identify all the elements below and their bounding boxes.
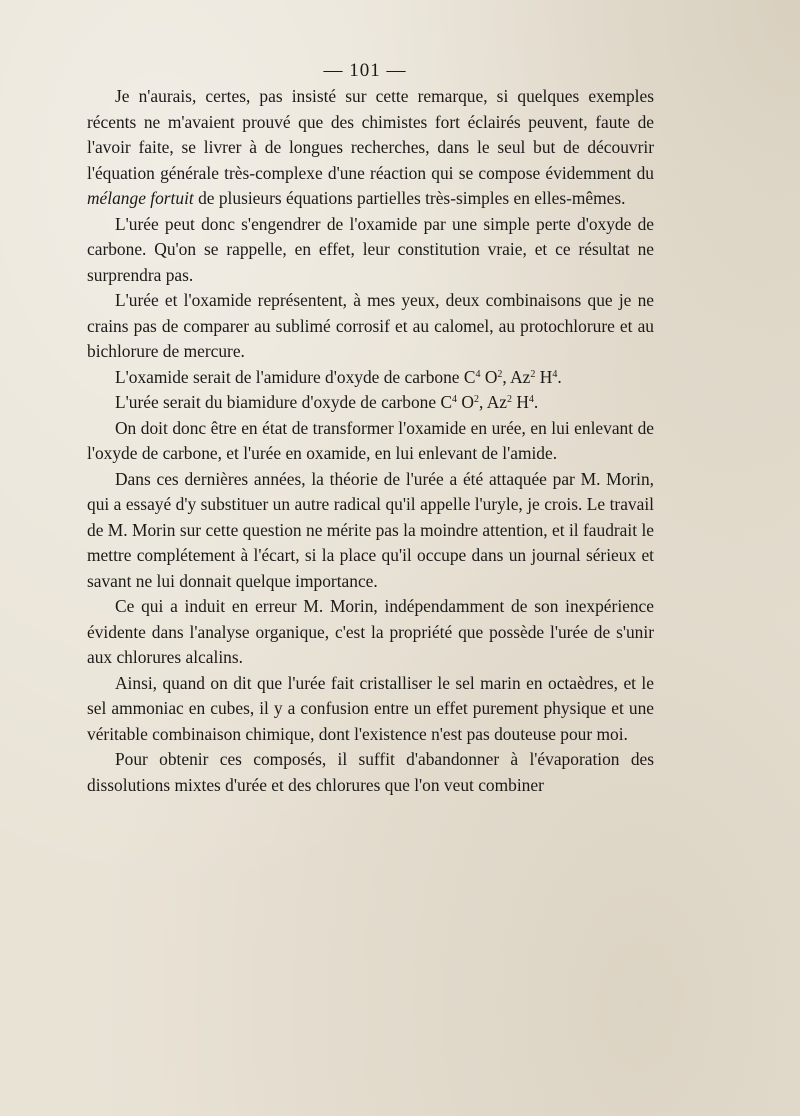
text-segment: On doit donc être en état de transformer l'oxamide en urée, en lui enlevant de l'oxyde de carbone, et l'urée en oxamide, en lui enlevant de l'amide.	[87, 417, 654, 463]
superscript: 4	[528, 394, 534, 405]
page-number: — 101 —	[323, 60, 407, 81]
superscript: 4	[452, 394, 458, 405]
body-text	[87, 84, 654, 798]
paragraph	[87, 747, 654, 798]
text-segment: , Az	[502, 366, 531, 387]
superscript: 2	[473, 394, 479, 405]
superscript: 2	[530, 368, 536, 380]
superscript: 2	[497, 368, 503, 380]
text-segment: Ce qui a induit en erreur M. Morin, indépendamment de son inexpérience évidente dans l'analyse organique, c'est la propriété que possède l'urée de s'unir aux chlorures alcalins.	[87, 596, 654, 667]
text-segment: H	[535, 366, 553, 387]
italic-text: mélange fortuit	[87, 188, 194, 208]
superscript: 4	[552, 368, 558, 380]
text-segment: Je n'aurais, certes, pas insisté sur cette remarque, si quelques exemples récents ne m'avaient prouvé que des chimistes fort éclairés peuvent, faute de l'avoir faite, se livrer à de longues recherches, dans le seul but de découvrir l'équation générale très-complexe d'une réaction qui se compose évidemment du	[87, 86, 654, 183]
paragraph	[87, 212, 654, 289]
text-segment: .	[557, 366, 562, 387]
paragraph	[87, 671, 654, 748]
paragraph	[87, 365, 654, 391]
paragraph	[87, 467, 654, 595]
superscript: 2	[506, 394, 512, 405]
text-segment: Ainsi, quand on dit que l'urée fait cristalliser le sel marin en octaèdres, et le sel ammoniac en cubes, il y a confusion entre un effet purement physique et une véritable combinaison chimique, dont l'existence n'est pas douteuse pour moi.	[87, 672, 654, 744]
text-segment: .	[533, 392, 539, 412]
text-segment: Pour obtenir ces composés, il suffit d'abandonner à l'évaporation des dissolutions mixtes d'urée et des chlorures que l'on veut combiner	[87, 749, 654, 795]
text-segment: O	[480, 366, 498, 387]
text-segment: L'urée peut donc s'engendrer de l'oxamide par une simple perte d'oxyde de carbone. Qu'on se rappelle, en effet, leur constitution vraie, et ce résultat ne surprendra pas.	[87, 213, 654, 285]
superscript: 4	[475, 368, 481, 380]
text-segment: Dans ces dernières années, la théorie de l'urée a été attaquée par M. Morin, qui a essayé d'y substituer un autre radical qu'il appelle l'uryle, je crois. Le travail de M. Morin sur cette question ne mérite pas la moindre attention, et il faudrait le mettre complétement à l'écart, si la place qu'il occupe dans un journal sérieux et savant ne lui donnait quelque importance.	[87, 468, 654, 591]
text-segment: L'urée serait du biamidure d'oxyde de carbone C	[115, 392, 453, 412]
text-segment: O	[457, 392, 474, 412]
text-segment: de plusieurs équations partielles très-simples en elles-mêmes.	[193, 188, 626, 208]
paragraph	[87, 416, 654, 467]
text-segment: L'oxamide serait de l'amidure d'oxyde de carbone C	[115, 366, 476, 387]
text-segment: , Az	[478, 392, 507, 412]
text-segment: L'urée et l'oxamide représentent, à mes yeux, deux combinaisons que je ne crains pas de comparer au sublimé corrosif et au calomel, au protochlorure et au bichlorure de mercure.	[87, 290, 654, 361]
paragraph	[87, 594, 654, 671]
paragraph	[87, 288, 654, 365]
paragraph	[87, 390, 654, 416]
text-segment: H	[511, 392, 529, 412]
paragraph	[87, 84, 654, 212]
